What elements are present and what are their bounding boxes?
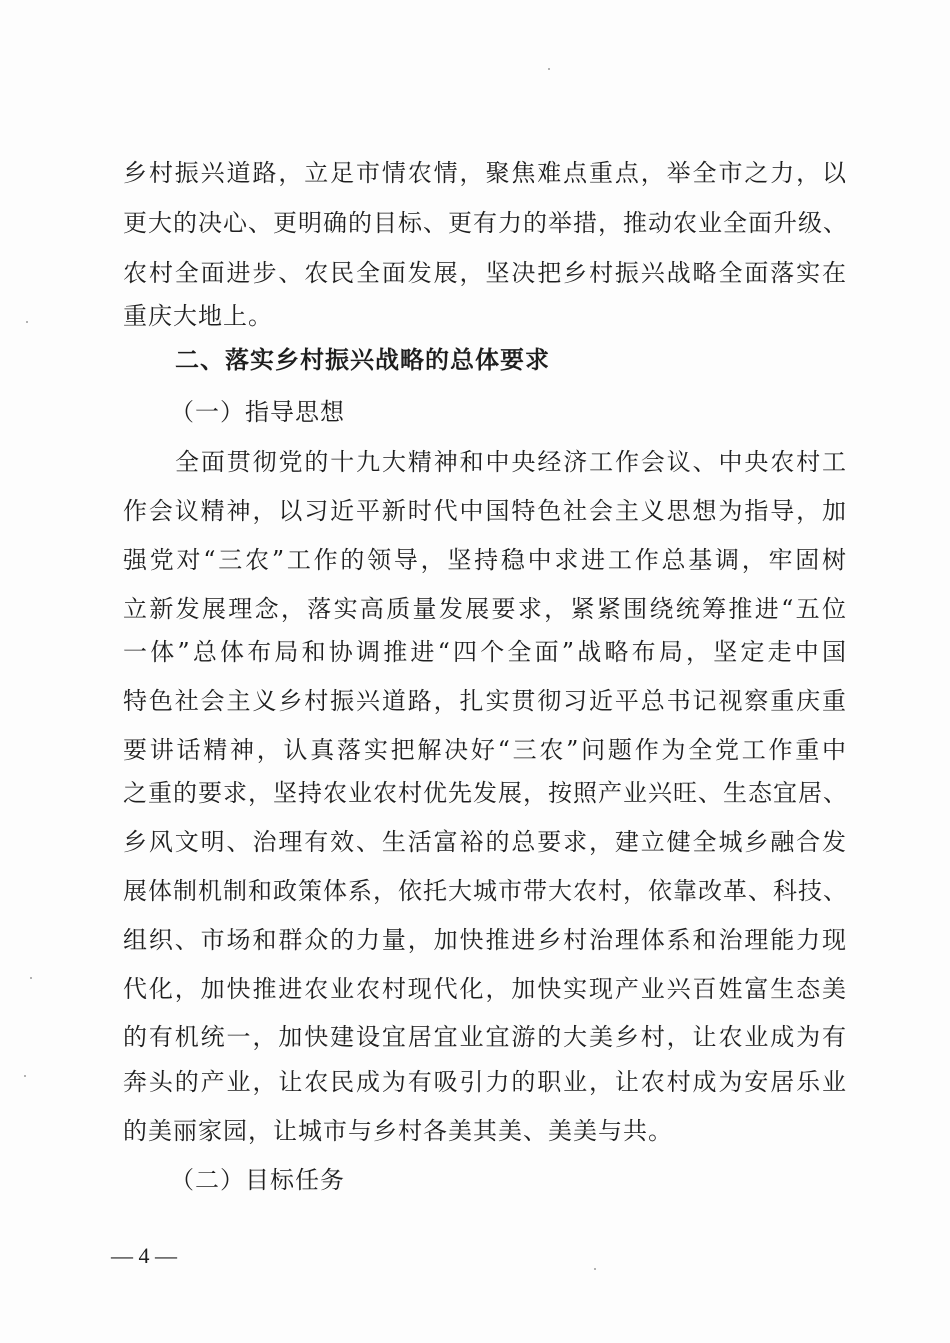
- text-line: 乡村振兴道路，立足市情农情，聚焦难点重点，举全市之力，以: [123, 159, 847, 187]
- subsection-heading-goals: （二）目标任务: [170, 1166, 345, 1194]
- text-line: 农村全面进步、农民全面发展，坚决把乡村振兴战略全面落实在: [123, 259, 847, 287]
- paragraph-first-line: 全面贯彻党的十九大精神和中央经济工作会议、中央农村工: [175, 448, 847, 476]
- text-line: 代化，加快推进农业农村现代化，加快实现产业兴百姓富生态美: [123, 975, 847, 1003]
- scan-speck: [26, 321, 28, 323]
- text-line: 立新发展理念，落实高质量发展要求，紧紧围绕统筹推进“五位: [123, 595, 847, 623]
- scan-speck: [30, 977, 32, 979]
- text-line: 作会议精神，以习近平新时代中国特色社会主义思想为指导，加: [123, 497, 847, 525]
- text-line: 乡风文明、治理有效、生活富裕的总要求，建立健全城乡融合发: [123, 828, 847, 856]
- text-line: 要讲话精神，认真落实把解决好“三农”问题作为全党工作重中: [123, 736, 847, 764]
- text-line: 更大的决心、更明确的目标、更有力的举措，推动农业全面升级、: [123, 209, 848, 237]
- text-line: 特色社会主义乡村振兴道路，扎实贯彻习近平总书记视察重庆重: [123, 687, 847, 715]
- page-number: — 4 —: [111, 1243, 177, 1268]
- text-line: 之重的要求，坚持农业农村优先发展，按照产业兴旺、生态宜居、: [123, 779, 848, 807]
- scan-speck: [594, 1268, 596, 1270]
- subsection-heading-guiding-ideology: （一）指导思想: [170, 398, 345, 426]
- text-line: 重庆大地上。: [123, 302, 273, 330]
- section-heading: 二、落实乡村振兴战略的总体要求: [175, 346, 550, 374]
- text-line: 的美丽家园，让城市与乡村各美其美、美美与共。: [123, 1117, 673, 1145]
- text-line: 一体”总体布局和协调推进“四个全面”战略布局，坚定走中国: [123, 638, 847, 666]
- text-line: 组织、市场和群众的力量，加快推进乡村治理体系和治理能力现: [123, 926, 847, 954]
- text-line: 的有机统一，加快建设宜居宜业宜游的大美乡村，让农业成为有: [123, 1023, 847, 1051]
- text-line: 强党对“三农”工作的领导，坚持稳中求进工作总基调，牢固树: [123, 546, 847, 574]
- scan-speck: [24, 1075, 26, 1077]
- text-line: 展体制机制和政策体系，依托大城市带大农村，依靠改革、科技、: [123, 877, 848, 905]
- scan-speck: [548, 68, 550, 70]
- text-line: 奔头的产业，让农民成为有吸引力的职业，让农村成为安居乐业: [123, 1068, 847, 1096]
